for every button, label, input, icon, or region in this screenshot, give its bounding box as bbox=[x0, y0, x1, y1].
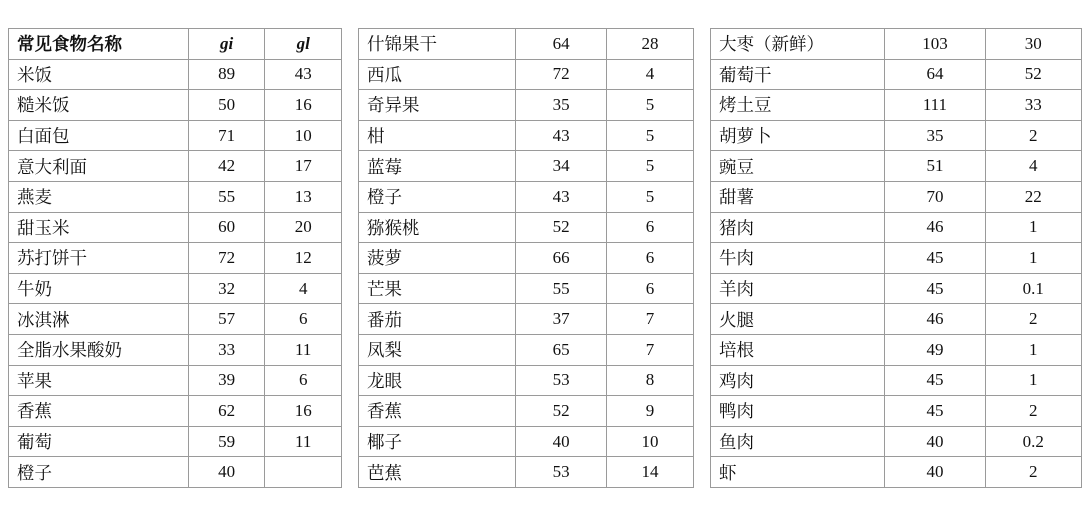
table-row bbox=[9, 59, 342, 90]
cell-gl-value: 7 bbox=[606, 304, 693, 335]
cell-gl-value: 0.1 bbox=[985, 273, 1081, 304]
table-row bbox=[359, 151, 694, 182]
table-row bbox=[359, 304, 694, 335]
cell-gi-value: 62 bbox=[188, 396, 265, 427]
cell-gi-value: 60 bbox=[188, 212, 265, 243]
table-row bbox=[9, 181, 342, 212]
cell-gl-value bbox=[265, 457, 342, 488]
table-row bbox=[9, 243, 342, 274]
cell-gl-value: 5 bbox=[606, 120, 693, 151]
cell-gl-value: 6 bbox=[606, 273, 693, 304]
cell-gi-value: 42 bbox=[188, 151, 265, 182]
cell-gi-value: 53 bbox=[516, 365, 606, 396]
table-row bbox=[711, 273, 1082, 304]
cell-food-name: 胡萝卜 bbox=[711, 120, 885, 151]
cell-gl-value: 43 bbox=[265, 59, 342, 90]
cell-gl-value: 6 bbox=[606, 212, 693, 243]
cell-gl-value: 11 bbox=[265, 334, 342, 365]
cell-food-name: 什锦果干 bbox=[359, 29, 516, 60]
cell-food-name: 龙眼 bbox=[359, 365, 516, 396]
cell-gi-value: 45 bbox=[885, 396, 985, 427]
cell-food-name: 大枣（新鲜） bbox=[711, 29, 885, 60]
cell-gl-value: 7 bbox=[606, 334, 693, 365]
cell-food-name: 牛奶 bbox=[9, 273, 189, 304]
cell-gi-value: 111 bbox=[885, 90, 985, 121]
table-row bbox=[9, 212, 342, 243]
cell-gl-value: 2 bbox=[985, 304, 1081, 335]
cell-food-name: 火腿 bbox=[711, 304, 885, 335]
table-row bbox=[9, 90, 342, 121]
cell-gl-value: 1 bbox=[985, 212, 1081, 243]
table-right bbox=[710, 28, 1082, 488]
cell-gl-value: 22 bbox=[985, 181, 1081, 212]
cell-food-name: 甜玉米 bbox=[9, 212, 189, 243]
cell-gi-value: 51 bbox=[885, 151, 985, 182]
cell-gi-value: 64 bbox=[885, 59, 985, 90]
cell-gi-value: 45 bbox=[885, 243, 985, 274]
cell-gi-value: 89 bbox=[188, 59, 265, 90]
cell-gi-value: 50 bbox=[188, 90, 265, 121]
cell-gl-value: 5 bbox=[606, 90, 693, 121]
cell-gi-value: 65 bbox=[516, 334, 606, 365]
cell-gi-value: 71 bbox=[188, 120, 265, 151]
cell-food-name: 香蕉 bbox=[9, 396, 189, 427]
cell-gl-value: 52 bbox=[985, 59, 1081, 90]
table-row bbox=[9, 426, 342, 457]
cell-food-name: 糙米饭 bbox=[9, 90, 189, 121]
cell-gi-value: 46 bbox=[885, 304, 985, 335]
cell-gl-value: 12 bbox=[265, 243, 342, 274]
cell-food-name: 芭蕉 bbox=[359, 457, 516, 488]
cell-gl-value: 1 bbox=[985, 334, 1081, 365]
cell-food-name: 豌豆 bbox=[711, 151, 885, 182]
cell-food-name: 菠萝 bbox=[359, 243, 516, 274]
cell-gl-value: 2 bbox=[985, 120, 1081, 151]
cell-food-name: 香蕉 bbox=[359, 396, 516, 427]
cell-gl-value: 2 bbox=[985, 457, 1081, 488]
table-row bbox=[9, 334, 342, 365]
table-row bbox=[711, 426, 1082, 457]
table-row bbox=[9, 396, 342, 427]
food-gi-table-right bbox=[710, 28, 1082, 488]
cell-food-name: 牛肉 bbox=[711, 243, 885, 274]
table-row bbox=[359, 273, 694, 304]
cell-gi-value: 49 bbox=[885, 334, 985, 365]
table-row bbox=[359, 334, 694, 365]
table-row bbox=[359, 120, 694, 151]
table-row bbox=[359, 29, 694, 60]
table-row bbox=[711, 29, 1082, 60]
cell-food-name: 鸡肉 bbox=[711, 365, 885, 396]
table-row bbox=[9, 457, 342, 488]
cell-gi-value: 43 bbox=[516, 120, 606, 151]
cell-food-name: 羊肉 bbox=[711, 273, 885, 304]
cell-gl-value: 6 bbox=[606, 243, 693, 274]
cell-gl-value: 11 bbox=[265, 426, 342, 457]
cell-gl-value: 17 bbox=[265, 151, 342, 182]
cell-food-name: 葡萄 bbox=[9, 426, 189, 457]
cell-gi-value: 45 bbox=[885, 365, 985, 396]
cell-food-name: 甜薯 bbox=[711, 181, 885, 212]
table-row bbox=[359, 457, 694, 488]
food-gi-table-middle bbox=[358, 28, 694, 488]
cell-food-name: 蓝莓 bbox=[359, 151, 516, 182]
cell-food-name: 葡萄干 bbox=[711, 59, 885, 90]
cell-gi-value: 53 bbox=[516, 457, 606, 488]
table-row bbox=[711, 151, 1082, 182]
cell-gl-value: 16 bbox=[265, 90, 342, 121]
cell-gl-value: 28 bbox=[606, 29, 693, 60]
cell-gi-value: 39 bbox=[188, 365, 265, 396]
cell-food-name: 橙子 bbox=[359, 181, 516, 212]
cell-food-name: 芒果 bbox=[359, 273, 516, 304]
cell-gl-value: 9 bbox=[606, 396, 693, 427]
cell-gi-value: 45 bbox=[885, 273, 985, 304]
cell-gi-value: 59 bbox=[188, 426, 265, 457]
cell-food-name: 鸭肉 bbox=[711, 396, 885, 427]
table-row bbox=[359, 396, 694, 427]
cell-gl-value: 0.2 bbox=[985, 426, 1081, 457]
cell-gi-value: 37 bbox=[516, 304, 606, 335]
table-row bbox=[711, 396, 1082, 427]
cell-food-name: 全脂水果酸奶 bbox=[9, 334, 189, 365]
cell-food-name: 米饭 bbox=[9, 59, 189, 90]
cell-gl-value: 10 bbox=[606, 426, 693, 457]
cell-gl-value: 4 bbox=[985, 151, 1081, 182]
cell-gi-value: 57 bbox=[188, 304, 265, 335]
cell-gl-value: 4 bbox=[606, 59, 693, 90]
table-row bbox=[9, 120, 342, 151]
table-row bbox=[359, 59, 694, 90]
cell-gl-value: 5 bbox=[606, 151, 693, 182]
table-row bbox=[9, 273, 342, 304]
food-gi-table-left bbox=[8, 28, 342, 488]
table-row bbox=[711, 334, 1082, 365]
cell-gi-value: 72 bbox=[188, 243, 265, 274]
cell-gi-value: 35 bbox=[516, 90, 606, 121]
table-row bbox=[359, 181, 694, 212]
cell-gl-value: 13 bbox=[265, 181, 342, 212]
cell-gi-value: 43 bbox=[516, 181, 606, 212]
cell-food-name: 西瓜 bbox=[359, 59, 516, 90]
cell-gl-value: 4 bbox=[265, 273, 342, 304]
table-left bbox=[8, 28, 342, 488]
cell-food-name: 橙子 bbox=[9, 457, 189, 488]
cell-food-name: 培根 bbox=[711, 334, 885, 365]
cell-gi-value: 103 bbox=[885, 29, 985, 60]
table-row bbox=[711, 181, 1082, 212]
cell-gl-value: 10 bbox=[265, 120, 342, 151]
cell-gi-value: 40 bbox=[885, 426, 985, 457]
table-row bbox=[359, 365, 694, 396]
table-row bbox=[711, 365, 1082, 396]
table-row bbox=[9, 304, 342, 335]
cell-food-name: 白面包 bbox=[9, 120, 189, 151]
cell-food-name: 猪肉 bbox=[711, 212, 885, 243]
cell-gi-value: 34 bbox=[516, 151, 606, 182]
cell-gi-value: 55 bbox=[188, 181, 265, 212]
cell-gl-value: 14 bbox=[606, 457, 693, 488]
cell-gl-value: 6 bbox=[265, 304, 342, 335]
cell-gi-value: 35 bbox=[885, 120, 985, 151]
cell-gl-value: 33 bbox=[985, 90, 1081, 121]
cell-gi-value: 55 bbox=[516, 273, 606, 304]
cell-gi-value: 52 bbox=[516, 212, 606, 243]
column-header-name: 常见食物名称 bbox=[9, 29, 189, 60]
cell-food-name: 冰淇淋 bbox=[9, 304, 189, 335]
column-header-gl: gl bbox=[265, 29, 342, 60]
cell-food-name: 燕麦 bbox=[9, 181, 189, 212]
cell-gl-value: 30 bbox=[985, 29, 1081, 60]
table-row bbox=[359, 243, 694, 274]
cell-gi-value: 64 bbox=[516, 29, 606, 60]
table-row bbox=[9, 365, 342, 396]
table-row bbox=[711, 243, 1082, 274]
cell-gi-value: 66 bbox=[516, 243, 606, 274]
cell-food-name: 奇异果 bbox=[359, 90, 516, 121]
cell-food-name: 凤梨 bbox=[359, 334, 516, 365]
cell-food-name: 苹果 bbox=[9, 365, 189, 396]
cell-gi-value: 70 bbox=[885, 181, 985, 212]
cell-gi-value: 32 bbox=[188, 273, 265, 304]
cell-food-name: 猕猴桃 bbox=[359, 212, 516, 243]
table-header-row bbox=[9, 29, 342, 60]
table-row bbox=[711, 59, 1082, 90]
cell-food-name: 鱼肉 bbox=[711, 426, 885, 457]
cell-gl-value: 2 bbox=[985, 396, 1081, 427]
cell-food-name: 意大利面 bbox=[9, 151, 189, 182]
cell-food-name: 苏打饼干 bbox=[9, 243, 189, 274]
cell-gl-value: 6 bbox=[265, 365, 342, 396]
column-header-gi: gi bbox=[188, 29, 265, 60]
table-row bbox=[359, 90, 694, 121]
table-row bbox=[9, 151, 342, 182]
cell-food-name: 烤土豆 bbox=[711, 90, 885, 121]
cell-food-name: 椰子 bbox=[359, 426, 516, 457]
table-middle bbox=[358, 28, 694, 488]
table-row bbox=[711, 90, 1082, 121]
cell-gl-value: 8 bbox=[606, 365, 693, 396]
cell-gl-value: 16 bbox=[265, 396, 342, 427]
table-row bbox=[711, 304, 1082, 335]
cell-gi-value: 72 bbox=[516, 59, 606, 90]
cell-gi-value: 33 bbox=[188, 334, 265, 365]
table-row bbox=[711, 457, 1082, 488]
cell-gi-value: 40 bbox=[516, 426, 606, 457]
table-row bbox=[711, 212, 1082, 243]
cell-gl-value: 1 bbox=[985, 243, 1081, 274]
table-row bbox=[711, 120, 1082, 151]
cell-gi-value: 52 bbox=[516, 396, 606, 427]
cell-gi-value: 46 bbox=[885, 212, 985, 243]
cell-gl-value: 5 bbox=[606, 181, 693, 212]
cell-gi-value: 40 bbox=[188, 457, 265, 488]
cell-food-name: 虾 bbox=[711, 457, 885, 488]
cell-food-name: 番茄 bbox=[359, 304, 516, 335]
cell-gl-value: 20 bbox=[265, 212, 342, 243]
cell-food-name: 柑 bbox=[359, 120, 516, 151]
cell-gl-value: 1 bbox=[985, 365, 1081, 396]
cell-gi-value: 40 bbox=[885, 457, 985, 488]
table-row bbox=[359, 212, 694, 243]
table-row bbox=[359, 426, 694, 457]
